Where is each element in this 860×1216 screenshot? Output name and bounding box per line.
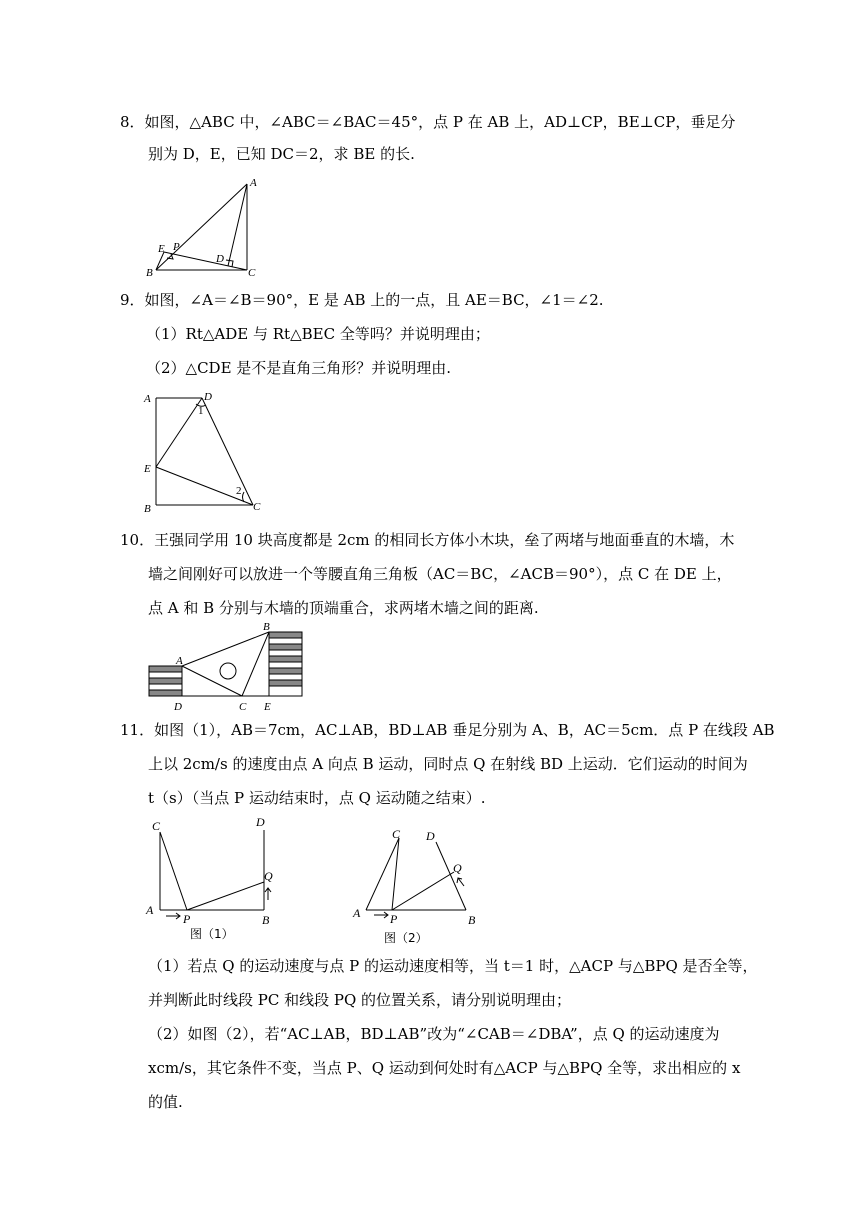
q11-part2-line2: xcm/s，其它条件不变，当点 P、Q 运动到何处时有△ACP 与△BPQ 全等，求出相应的 x [148,1059,741,1077]
q11-fig2-label-p: P [390,912,398,926]
q11-part1-line1: （1）若点 Q 的运动速度与点 P 的运动速度相等，当 t＝1 时，△ACP 与△BPQ 是否全等， [148,957,758,975]
q10-label-c: C [239,701,247,712]
q9-figure [140,388,270,518]
q11-line1: 11．如图（1），AB＝7cm，AC⊥AB，BD⊥AB 垂足分别为 A、B，AC＝5cm．点 P 在线段 AB [120,721,775,739]
q9-line2: （1）Rt△ADE 与 Rt△BEC 全等吗？并说明理由； [146,325,490,343]
q8-label-c: C [248,267,256,279]
q11-figure-1 [140,812,300,944]
q9-label-2: 2 [236,485,242,497]
q9-label-b: B [144,503,151,515]
q9-label-d: D [204,391,212,403]
q9-line1: 9．如图，∠A＝∠B＝90°，E 是 AB 上的一点，且 AE＝BC，∠1＝∠2. [120,291,604,309]
q10-line1: 10．王强同学用 10 块高度都是 2cm 的相同长方体小木块，垒了两堵与地面垂直的木墙，木 [120,531,735,549]
q11-fig1-label-d: D [256,815,265,829]
q10-figure [140,620,310,712]
q9-label-c: C [253,501,261,513]
q11-figure-2 [348,822,498,950]
q10-label-a: A [176,655,183,667]
q11-part2-line3: 的值. [148,1093,183,1111]
q11-fig1-label-b: B [262,913,270,927]
q11-line2: 上以 2cm/s 的速度由点 A 向点 B 运动，同时点 Q 在射线 BD 上运动．它们运动的时间为 [148,755,748,773]
q11-fig1-label-p: P [183,912,191,926]
q8-label-p: P [173,241,180,253]
q8-label-d: D [216,253,224,265]
q11-line3: t（s）（当点 P 运动结束时，点 Q 运动随之结束）. [148,789,486,807]
q10-line3: 点 A 和 B 分别与木墙的顶端重合，求两堵木墙之间的距离. [148,599,539,617]
q8-line2: 别为 D，E，已知 DC＝2，求 BE 的长. [148,145,415,163]
q8-line1: 8．如图，△ABC 中，∠ABC＝∠BAC＝45°，点 P 在 AB 上，AD⊥CP，BE⊥CP，垂足分 [120,113,736,131]
q11-fig2-label-c: C [392,827,401,841]
q9-label-1: 1 [198,405,204,417]
q8-figure [140,172,270,282]
q11-fig2-label-d: D [426,829,435,843]
q9-line3: （2）△CDE 是不是直角三角形？并说明理由. [146,359,452,377]
q11-fig2-caption: 图（2） [384,931,428,945]
q11-fig2-label-a: A [353,906,361,920]
q10-label-d: D [174,701,182,712]
q11-fig1-caption: 图（1） [190,927,234,941]
q10-line2: 墙之间刚好可以放进一个等腰直角三角板（AC＝BC，∠ACB＝90°），点 C 在 DE 上， [148,565,732,583]
q11-part1-line2: 并判断此时线段 PC 和线段 PQ 的位置关系，请分别说明理由； [148,991,572,1009]
q10-label-e: E [264,701,271,712]
q10-label-b: B [263,621,270,633]
q11-fig2-label-b: B [468,913,476,927]
q9-label-e: E [144,463,151,475]
q8-label-e: E [158,243,165,255]
q11-fig1-label-c: C [152,819,161,833]
q11-fig1-label-a: A [146,903,154,917]
q11-fig1-label-q: Q [264,869,273,883]
q11-fig2-label-q: Q [453,861,462,875]
q11-part2-line1: （2）如图（2），若“AC⊥AB，BD⊥AB”改为“∠CAB＝∠DBA”，点 Q 的运动速度为 [148,1025,720,1043]
q9-label-a: A [144,393,151,405]
q8-label-a: A [250,177,257,189]
q8-label-b: B [146,267,153,279]
